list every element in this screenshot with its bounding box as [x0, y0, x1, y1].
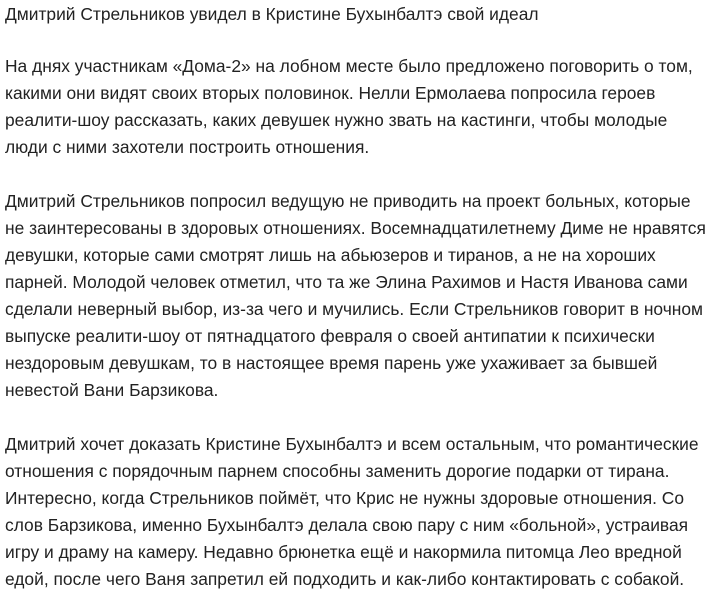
article-paragraph-3: Дмитрий хочет доказать Кристине Бухынбалтэ и всем остальным, что романтические отношения с порядочным парнем способны заменить дорогие подарки от тирана. Интересно, когда Стрельников поймёт, что Крис не нужны здоровые отношения. Со слов Барзикова, именно Бухынбалтэ делала свою пару с ним «больной», устраивая игру и драму на камеру. Недавно брюнетка ещё и накормила питомца Лео вредной едой, после чего Ваня запретил ей подходить и как-либо контактировать с собакой.	[5, 434, 699, 589]
article-title: Дмитрий Стрельников увидел в Кристине Бухынбалтэ свой идеал	[5, 4, 539, 24]
article-paragraph-1: На днях участникам «Дома-2» на лобном месте было предложено поговорить о том, какими они видят своих вторых половинок. Нелли Ермолаева попросила героев реалити-шоу рассказать, каких девушек нужно звать на кастинги, чтобы молодые люди с ними захотели построить отношения.	[5, 56, 693, 157]
article	[5, 0, 707, 593]
article-paragraph-2: Дмитрий Стрельников попросил ведущую не приводить на проект больных, которые не заинтересованы в здоровых отношениях. Восемнадцатилетнему Диме не нравятся девушки, которые сами смотрят лишь на абьюзеров и тиранов, а не на хороших парней. Молодой человек отметил, что та же Элина Рахимов и Настя Иванова сами сделали неверный выбор, из-за чего и мучились. Если Стрельников говорит в ночном выпуске реалити-шоу от пятнадцатого февраля о своей антипатии к психически нездоровым девушкам, то в настоящее время парень уже ухаживает за бывшей невестой Вани Барзикова.	[5, 191, 706, 400]
